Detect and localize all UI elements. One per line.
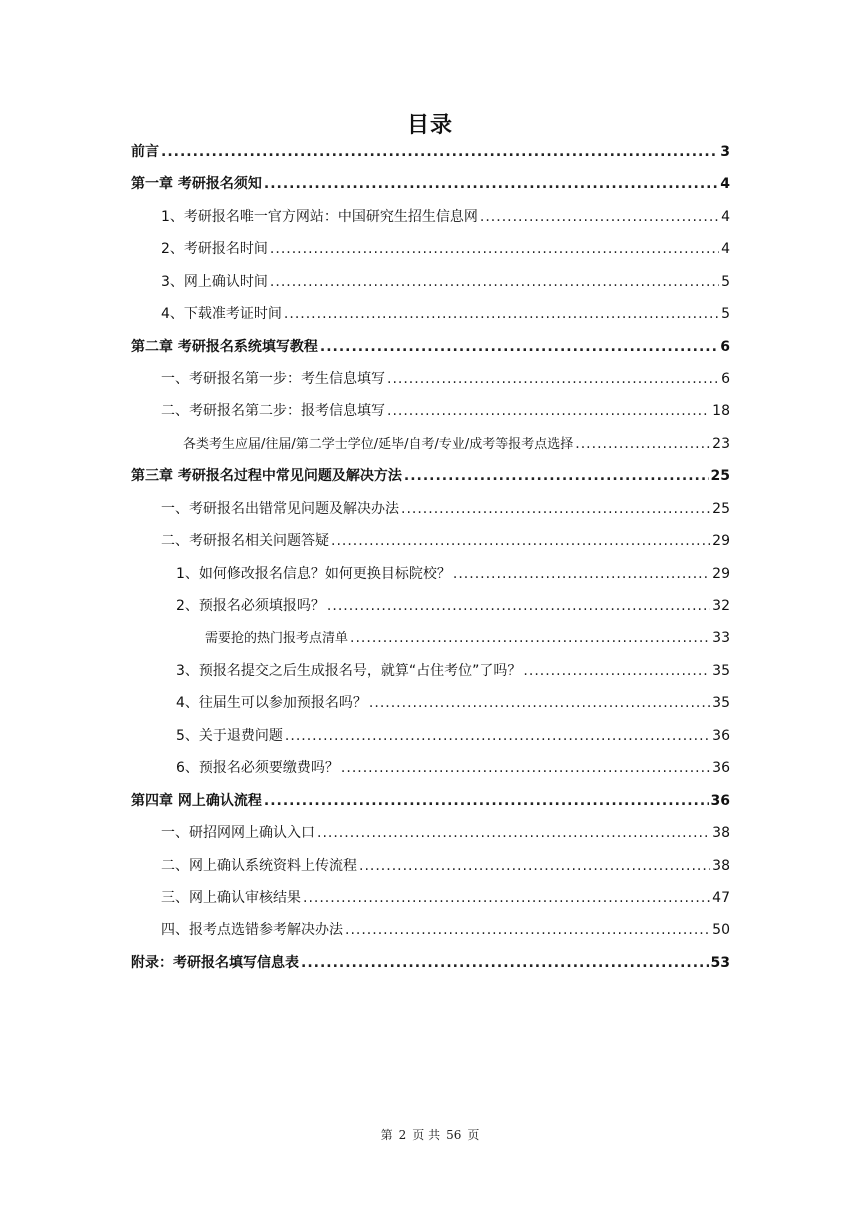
toc-leader-dots — [453, 562, 710, 586]
toc-entry-chapter-2[interactable] — [131, 335, 730, 359]
toc-entry-label: 4、往届生可以参加预报名吗？ — [176, 695, 367, 711]
toc-entry-page: 25 — [712, 501, 730, 517]
toc-entry-label: 一、考研报名第一步：考生信息填写 — [161, 371, 385, 387]
toc-leader-dots — [387, 367, 719, 391]
footer-prefix: 第 — [380, 1128, 393, 1142]
toc-entry-page: 29 — [712, 533, 730, 549]
toc-entry-appendix[interactable] — [131, 951, 730, 975]
footer-current-page: 2 — [398, 1128, 407, 1142]
toc-entry-preface[interactable] — [131, 140, 730, 164]
toc-entry[interactable] — [161, 270, 730, 294]
toc-entry[interactable] — [176, 659, 730, 683]
toc-leader-dots — [264, 789, 709, 813]
toc-entry-label: 1、如何修改报名信息？如何更换目标院校？ — [176, 566, 451, 582]
page-title: 目录 — [406, 113, 453, 138]
toc-entry-page: 32 — [712, 598, 730, 614]
toc-leader-dots — [331, 529, 710, 553]
toc-entry-label: 需要抢的热门报考点清单 — [205, 631, 349, 646]
toc-entry-page: 53 — [710, 955, 730, 971]
toc-entry-label: 第三章 考研报名过程中常见问题及解决方法 — [131, 468, 402, 484]
toc-entry[interactable] — [161, 918, 730, 942]
page-footer — [0, 1126, 860, 1143]
toc-entry-label: 前言 — [131, 144, 159, 160]
toc-entry-page: 3 — [720, 144, 730, 160]
toc-entry-label: 第四章 网上确认流程 — [131, 793, 262, 809]
toc-entry-chapter-4[interactable] — [131, 789, 730, 813]
toc-entry-page: 36 — [710, 793, 730, 809]
toc-entry-chapter-1[interactable] — [131, 172, 730, 196]
toc-entry-page: 5 — [721, 274, 730, 290]
toc-entry[interactable] — [161, 497, 730, 521]
toc-entry[interactable] — [183, 432, 730, 456]
toc-entry-page: 4 — [721, 241, 730, 257]
toc-entry-page: 6 — [721, 371, 730, 387]
toc-entry[interactable] — [161, 367, 730, 391]
toc-entry-label: 第二章 考研报名系统填写教程 — [131, 339, 318, 355]
toc-leader-dots — [575, 432, 710, 456]
toc-entry-label: 四、报考点选错参考解决办法 — [161, 922, 343, 938]
toc-entry-page: 4 — [720, 176, 730, 192]
toc-entry-label: 1、考研报名唯一官方网站：中国研究生招生信息网 — [161, 209, 478, 225]
toc-entry-page: 25 — [710, 468, 730, 484]
toc-entry[interactable] — [205, 626, 730, 650]
toc-entry-page: 50 — [712, 922, 730, 938]
footer-suffix: 页 — [467, 1128, 480, 1142]
toc-entry-label: 第一章 考研报名须知 — [131, 176, 262, 192]
toc-entry-page: 18 — [712, 403, 730, 419]
toc-leader-dots — [303, 886, 710, 910]
toc-entry-label: 4、下载准考证时间 — [161, 306, 282, 322]
toc-entry-page: 4 — [721, 209, 730, 225]
toc-entry[interactable] — [161, 821, 730, 845]
toc-entry-label: 3、预报名提交之后生成报名号，就算“占住考位”了吗？ — [176, 663, 522, 679]
toc-entry[interactable] — [161, 886, 730, 910]
toc-entry-page: 33 — [712, 630, 730, 646]
toc-leader-dots — [523, 659, 710, 683]
footer-middle: 页 共 — [412, 1128, 441, 1142]
toc-leader-dots — [284, 302, 719, 326]
toc-entry-page: 6 — [720, 339, 730, 355]
toc-entry-label: 5、关于退费问题 — [176, 728, 283, 744]
toc-entry-page: 23 — [712, 436, 730, 452]
toc-entry-label: 一、考研报名出错常见问题及解决办法 — [161, 501, 399, 517]
toc-entry-label: 二、考研报名第二步：报考信息填写 — [161, 403, 385, 419]
toc-leader-dots — [345, 918, 710, 942]
toc-leader-dots — [401, 497, 710, 521]
toc-entry-page: 36 — [712, 760, 730, 776]
toc-entry-label: 2、预报名必须填报吗？ — [176, 598, 325, 614]
toc-entry-page: 35 — [712, 663, 730, 679]
toc-leader-dots — [327, 594, 710, 618]
toc-entry-label: 各类考生应届/往届/第二学士学位/延毕/自考/专业/成考等报考点选择 — [183, 437, 574, 452]
toc-entry-page: 36 — [712, 728, 730, 744]
toc-entry-label: 2、考研报名时间 — [161, 241, 268, 257]
toc-leader-dots — [317, 821, 710, 845]
toc-entry-label: 一、研招网网上确认入口 — [161, 825, 315, 841]
toc-entry-label: 三、网上确认审核结果 — [161, 890, 301, 906]
toc-entry-label: 附录：考研报名填写信息表 — [131, 955, 299, 971]
toc-entry-page: 29 — [712, 566, 730, 582]
toc-leader-dots — [264, 172, 718, 196]
toc-entry[interactable] — [176, 562, 730, 586]
toc-leader-dots — [320, 335, 718, 359]
toc-entry[interactable] — [161, 205, 730, 229]
toc-entry-chapter-3[interactable] — [131, 464, 730, 488]
toc-entry[interactable] — [176, 724, 730, 748]
toc-entry[interactable] — [161, 399, 730, 423]
footer-total-pages: 56 — [446, 1128, 462, 1142]
toc-entry-page: 38 — [712, 858, 730, 874]
toc-leader-dots — [285, 724, 710, 748]
toc-leader-dots — [341, 756, 710, 780]
toc-entry[interactable] — [176, 756, 730, 780]
toc-leader-dots — [270, 270, 719, 294]
toc-leader-dots — [404, 464, 709, 488]
toc-entry-page: 35 — [712, 695, 730, 711]
toc-leader-dots — [369, 691, 710, 715]
toc-entry-label: 二、考研报名相关问题答疑 — [161, 533, 329, 549]
toc-entry-page: 47 — [712, 890, 730, 906]
toc-entry[interactable] — [176, 594, 730, 618]
toc-entry-page: 38 — [712, 825, 730, 841]
toc-leader-dots — [161, 140, 718, 164]
toc-entry-label: 二、网上确认系统资料上传流程 — [161, 858, 357, 874]
toc-leader-dots — [350, 626, 710, 650]
toc-entry-page: 5 — [721, 306, 730, 322]
toc-entry-label: 3、网上确认时间 — [161, 274, 268, 290]
toc-leader-dots — [387, 399, 710, 423]
toc-entry-label: 6、预报名必须要缴费吗？ — [176, 760, 339, 776]
toc-entry[interactable] — [161, 302, 730, 326]
toc-entry[interactable] — [161, 529, 730, 553]
toc-leader-dots — [480, 205, 719, 229]
toc-entry[interactable] — [176, 691, 730, 715]
toc-entry[interactable] — [161, 237, 730, 261]
toc-leader-dots — [359, 854, 710, 878]
toc-entry[interactable] — [161, 854, 730, 878]
toc-leader-dots — [270, 237, 719, 261]
toc-leader-dots — [301, 951, 709, 975]
